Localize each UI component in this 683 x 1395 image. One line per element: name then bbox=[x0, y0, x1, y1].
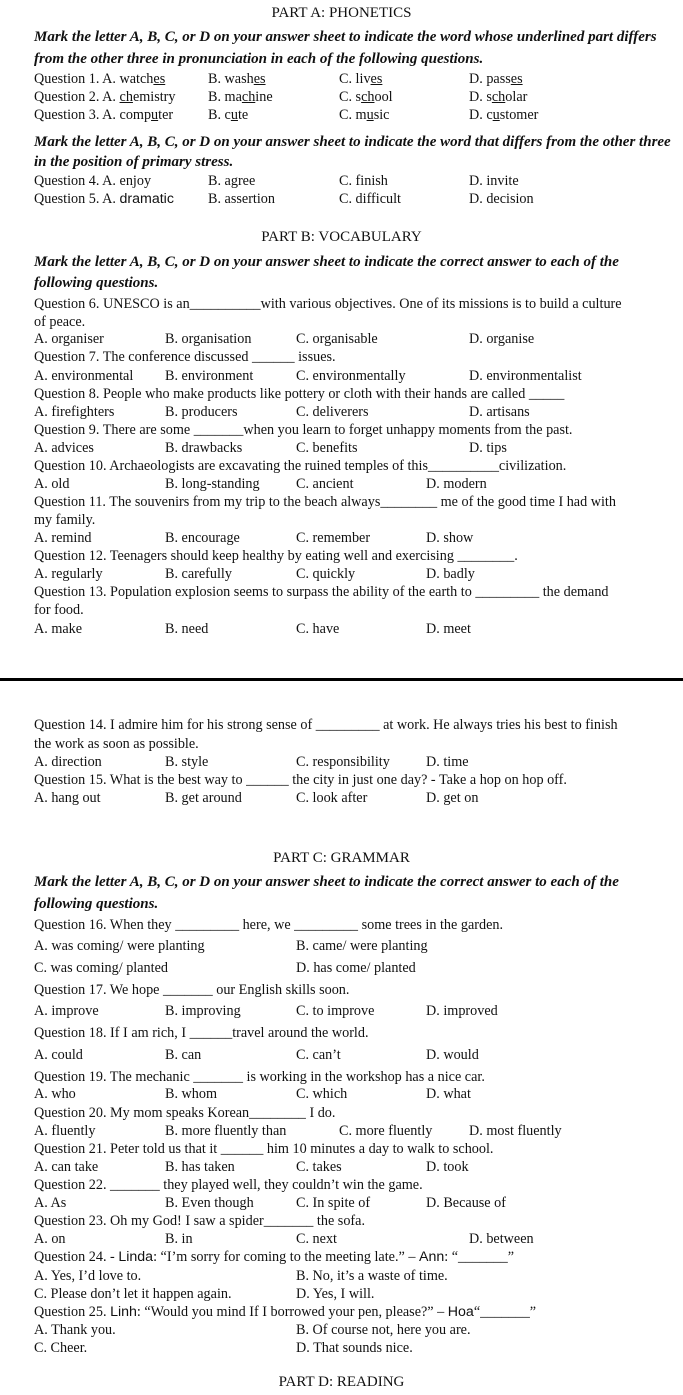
question-12-stem: Question 12. Teenagers should keep healthy by eating well and exercising ________. bbox=[34, 548, 518, 564]
question-23-stem: Question 23. Oh my God! I saw a spider_______ the sofa. bbox=[34, 1213, 365, 1229]
question-13-stem-cont: for food. bbox=[34, 602, 84, 618]
question-6-stem: Question 6. UNESCO is an__________with various objectives. One of its missions is to build a culture bbox=[34, 296, 622, 312]
question-21-options: A. can take B. has taken C. takes D. took bbox=[34, 1159, 469, 1175]
question-7-stem: Question 7. The conference discussed ______ issues. bbox=[34, 349, 336, 365]
question-15-options: A. hang out B. get around C. look after D. get on bbox=[34, 790, 479, 806]
question-24-options-cd: C. Please don’t let it happen again. D. Yes, I will. bbox=[34, 1286, 375, 1302]
question-25-options-ab: A. Thank you. B. Of course not, here you are. bbox=[34, 1322, 471, 1338]
question-23-options: A. on B. in C. next D. between bbox=[34, 1231, 534, 1247]
part-c-instruction-line2: following questions. bbox=[34, 896, 159, 912]
question-24-options-ab: A. Yes, I’d love to. B. No, it’s a waste of time. bbox=[34, 1268, 448, 1284]
question-14-stem-cont: the work as soon as possible. bbox=[34, 736, 199, 752]
part-a-title: PART A: PHONETICS bbox=[271, 5, 412, 21]
question-11-options: A. remind B. encourage C. remember D. show bbox=[34, 530, 474, 546]
part-a-instruction-line2: from the other three in pronunciation in each of the following questions. bbox=[34, 51, 484, 67]
question-16-options-ab: A. was coming/ were planting B. came/ were planting bbox=[34, 938, 428, 954]
question-14-stem: Question 14. I admire him for his strong sense of _________ at work. He always tries his best to finish bbox=[34, 717, 618, 733]
question-4: Question 4. A. enjoy B. agree C. finish D. invite bbox=[34, 173, 519, 189]
part-a-instruction2-line1: Mark the letter A, B, C, or D on your answer sheet to indicate the word that differs from the other three bbox=[34, 134, 671, 150]
question-10-stem: Question 10. Archaeologists are excavating the ruined temples of this__________civilization. bbox=[34, 458, 567, 474]
question-25-stem: Question 25. Linh: “Would you mind If I borrowed your pen, please?” – Hoa“_______” bbox=[34, 1304, 537, 1320]
part-c-instruction-line1: Mark the letter A, B, C, or D on your answer sheet to indicate the correct answer to each of the bbox=[34, 874, 619, 890]
question-9-stem: Question 9. There are some _______when you learn to forget unhappy moments from the past. bbox=[34, 422, 573, 438]
question-25-options-cd: C. Cheer. D. That sounds nice. bbox=[34, 1340, 413, 1356]
question-6-options: A. organiser B. organisation C. organisable D. organise bbox=[34, 331, 535, 347]
question-14-options: A. direction B. style C. responsibility D. time bbox=[34, 754, 469, 770]
question-16-options-cd: C. was coming/ planted D. has come/ planted bbox=[34, 960, 416, 976]
part-c-title: PART C: GRAMMAR bbox=[273, 850, 410, 866]
question-16-stem: Question 16. When they _________ here, we _________ some trees in the garden. bbox=[34, 917, 504, 933]
question-7-options: A. environmental B. environment C. environmentally D. environmentalist bbox=[34, 368, 582, 384]
question-17-stem: Question 17. We hope _______ our English skills soon. bbox=[34, 982, 350, 998]
question-3: Question 3. A. computer B. cute C. music D. customer bbox=[34, 107, 539, 123]
part-b-instruction-line1: Mark the letter A, B, C, or D on your answer sheet to indicate the correct answer to each of the bbox=[34, 254, 619, 270]
part-a-instruction2-line2: in the position of primary stress. bbox=[34, 154, 234, 170]
question-22-stem: Question 22. _______ they played well, they couldn’t win the game. bbox=[34, 1177, 423, 1193]
question-19-stem: Question 19. The mechanic _______ is working in the workshop has a nice car. bbox=[34, 1069, 485, 1085]
question-6-stem-cont: of peace. bbox=[34, 314, 86, 330]
question-10-options: A. old B. long-standing C. ancient D. modern bbox=[34, 476, 487, 492]
question-18-options: A. could B. can C. can’t D. would bbox=[34, 1047, 479, 1063]
question-21-stem: Question 21. Peter told us that it ______ him 10 minutes a day to walk to school. bbox=[34, 1141, 494, 1157]
question-13-options: A. make B. need C. have D. meet bbox=[34, 621, 471, 637]
question-5: Question 5. A. dramatic B. assertion C. difficult D. decision bbox=[34, 191, 534, 207]
question-24-stem: Question 24. - Linda: “I’m sorry for coming to the meeting late.” – Ann: “_______” bbox=[34, 1249, 514, 1265]
question-2: Question 2. A. chemistry B. machine C. school D. scholar bbox=[34, 89, 528, 105]
part-b-title: PART B: VOCABULARY bbox=[261, 229, 422, 245]
question-1: Question 1. A. watches B. washes C. lives D. passes bbox=[34, 71, 523, 87]
question-18-stem: Question 18. If I am rich, I ______travel around the world. bbox=[34, 1025, 369, 1041]
question-8-stem: Question 8. People who make products like pottery or cloth with their hands are called _____ bbox=[34, 386, 565, 402]
question-8-options: A. firefighters B. producers C. deliverers D. artisans bbox=[34, 404, 530, 420]
question-20-options: A. fluently B. more fluently than C. more fluently D. most fluently bbox=[34, 1123, 562, 1139]
part-b-instruction-line2: following questions. bbox=[34, 275, 159, 291]
question-19-options: A. who B. whom C. which D. what bbox=[34, 1086, 471, 1102]
question-11-stem: Question 11. The souvenirs from my trip to the beach always________ me of the good time I had with bbox=[34, 494, 616, 510]
question-22-options: A. As B. Even though C. In spite of D. Because of bbox=[34, 1195, 506, 1211]
question-12-options: A. regularly B. carefully C. quickly D. badly bbox=[34, 566, 475, 582]
question-11-stem-cont: my family. bbox=[34, 512, 96, 528]
question-13-stem: Question 13. Population explosion seems to surpass the ability of the earth to _________ the demand bbox=[34, 584, 609, 600]
question-15-stem: Question 15. What is the best way to ______ the city in just one day? - Take a hop on hop off. bbox=[34, 772, 567, 788]
question-17-options: A. improve B. improving C. to improve D. improved bbox=[34, 1003, 498, 1019]
question-20-stem: Question 20. My mom speaks Korean________ I do. bbox=[34, 1105, 336, 1121]
part-d-title: PART D: READING bbox=[278, 1374, 405, 1390]
part-a-instruction-line1: Mark the letter A, B, C, or D on your answer sheet to indicate the word whose underlined part differs bbox=[34, 29, 657, 45]
page-divider bbox=[0, 678, 683, 681]
question-9-options: A. advices B. drawbacks C. benefits D. tips bbox=[34, 440, 507, 456]
